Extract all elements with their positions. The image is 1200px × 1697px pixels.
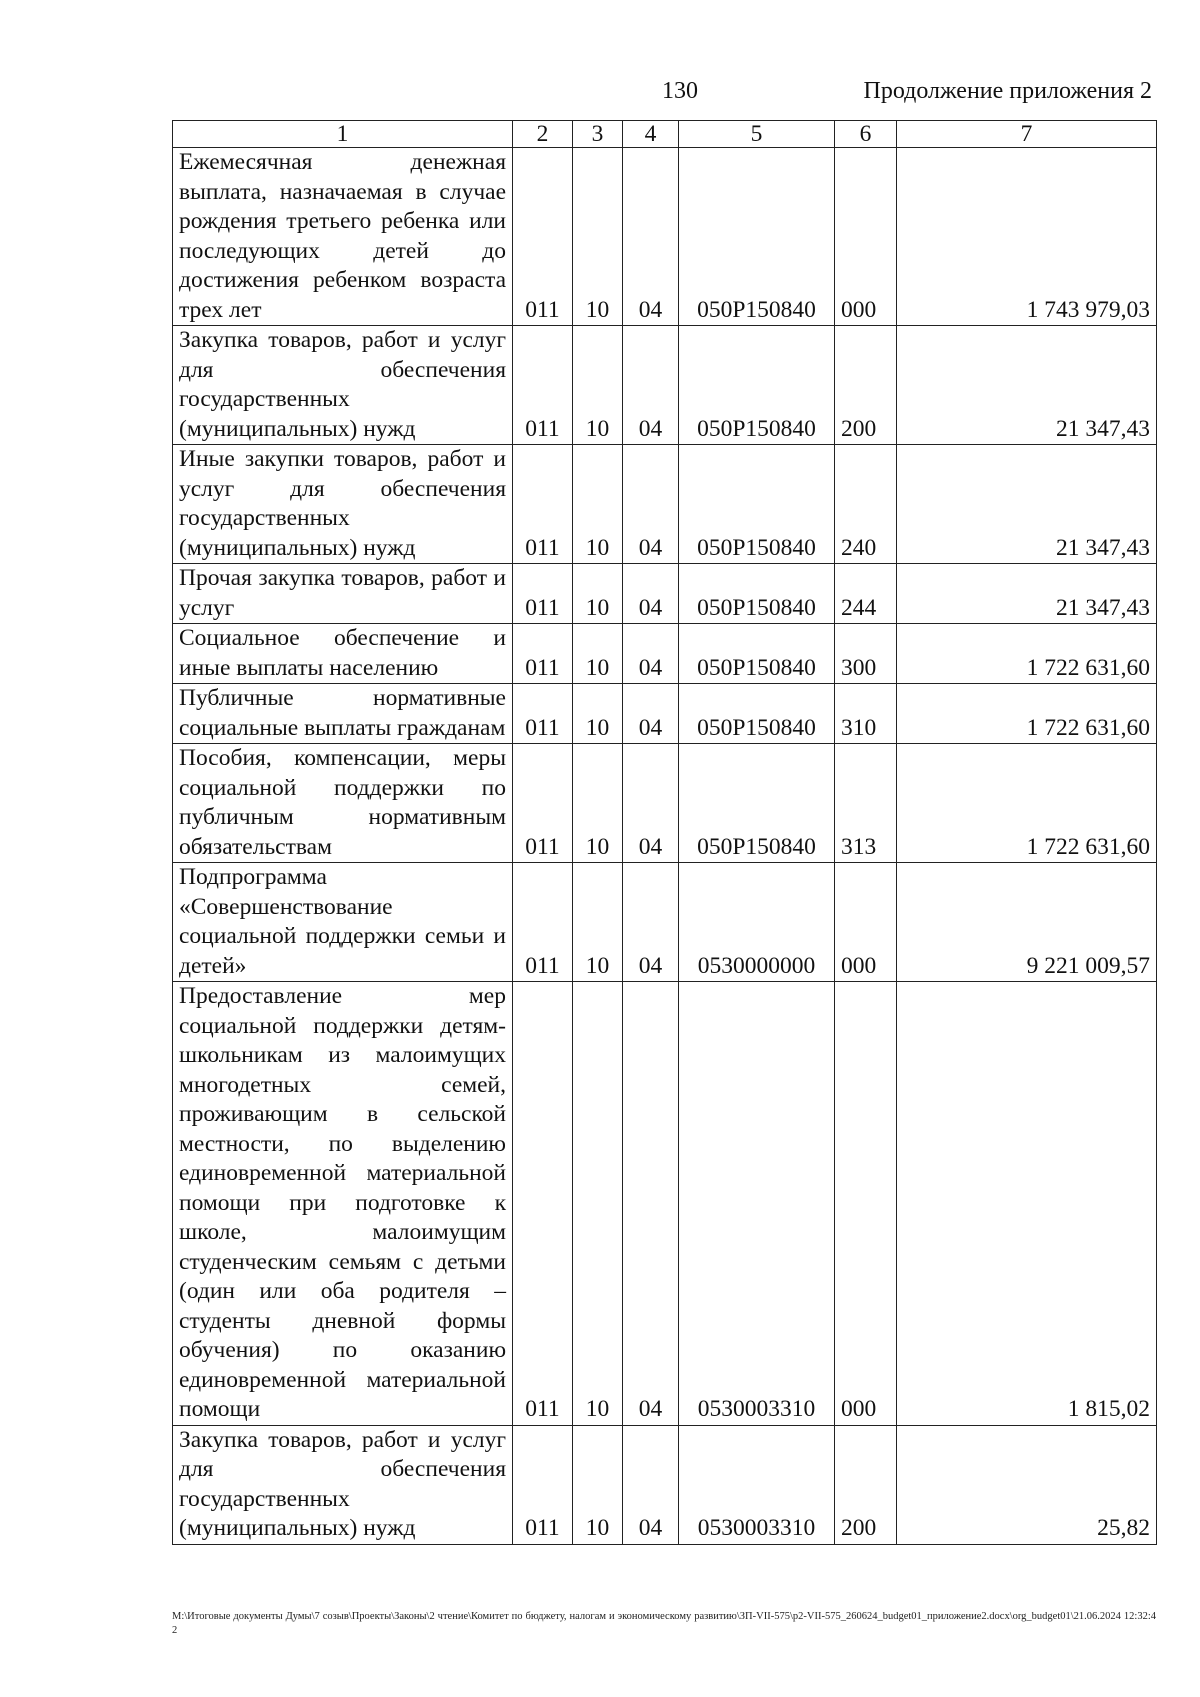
row-code-target: 050P150840 bbox=[679, 148, 835, 326]
continuation-label: Продолжение приложения 2 bbox=[863, 78, 1152, 104]
table-row bbox=[173, 1425, 1157, 1544]
row-code-ministry: 011 bbox=[513, 1425, 573, 1544]
row-code-section: 10 bbox=[573, 564, 623, 624]
row-code-subsection: 04 bbox=[623, 148, 679, 326]
row-code-subsection: 04 bbox=[623, 564, 679, 624]
column-header: 6 bbox=[835, 121, 897, 148]
row-code-ministry: 011 bbox=[513, 445, 573, 564]
row-amount: 21 347,43 bbox=[897, 564, 1157, 624]
column-header: 4 bbox=[623, 121, 679, 148]
row-code-expense-type: 000 bbox=[835, 148, 897, 326]
row-code-subsection: 04 bbox=[623, 982, 679, 1426]
row-amount: 1 722 631,60 bbox=[897, 684, 1157, 744]
column-header: 1 bbox=[173, 121, 513, 148]
row-code-section: 10 bbox=[573, 684, 623, 744]
row-code-ministry: 011 bbox=[513, 326, 573, 445]
row-amount: 1 722 631,60 bbox=[897, 624, 1157, 684]
table-row bbox=[173, 684, 1157, 744]
page-number: 130 bbox=[662, 78, 698, 104]
column-header: 2 bbox=[513, 121, 573, 148]
row-code-expense-type: 200 bbox=[835, 1425, 897, 1544]
row-description: Прочая закупка товаров, работ и услуг bbox=[173, 564, 513, 624]
row-amount: 9 221 009,57 bbox=[897, 863, 1157, 982]
row-description: Предоставление мер социальной поддержки детям-школьникам из малоимущих многодетных семей, проживающим в сельской местности, по выделению единовременной материальной помощи при подготовке к школе, малоимущим студенческим семьям с детьми (один или оба родителя – студенты дневной формы обучения) по оказанию единовременной материальной помощи bbox=[173, 982, 513, 1426]
row-code-target: 050P150840 bbox=[679, 326, 835, 445]
row-code-expense-type: 000 bbox=[835, 863, 897, 982]
row-code-expense-type: 000 bbox=[835, 982, 897, 1426]
column-header: 3 bbox=[573, 121, 623, 148]
row-code-expense-type: 244 bbox=[835, 564, 897, 624]
table-body bbox=[173, 121, 1157, 1545]
table-row bbox=[173, 564, 1157, 624]
table-row bbox=[173, 326, 1157, 445]
row-code-section: 10 bbox=[573, 744, 623, 863]
budget-table bbox=[172, 120, 1157, 1545]
row-code-target: 0530003310 bbox=[679, 1425, 835, 1544]
row-code-subsection: 04 bbox=[623, 744, 679, 863]
row-description: Ежемесячная денежная выплата, назначаемая в случае рождения третьего ребенка или последующих детей до достижения ребенком возраста трех лет bbox=[173, 148, 513, 326]
table-row bbox=[173, 624, 1157, 684]
row-code-subsection: 04 bbox=[623, 624, 679, 684]
row-description: Закупка товаров, работ и услуг для обеспечения государственных (муниципальных) нужд bbox=[173, 326, 513, 445]
row-code-subsection: 04 bbox=[623, 863, 679, 982]
row-code-subsection: 04 bbox=[623, 1425, 679, 1544]
row-code-section: 10 bbox=[573, 982, 623, 1426]
row-amount: 25,82 bbox=[897, 1425, 1157, 1544]
row-code-section: 10 bbox=[573, 624, 623, 684]
row-code-target: 050P150840 bbox=[679, 684, 835, 744]
row-code-subsection: 04 bbox=[623, 445, 679, 564]
row-code-section: 10 bbox=[573, 326, 623, 445]
row-code-target: 050P150840 bbox=[679, 564, 835, 624]
row-code-section: 10 bbox=[573, 863, 623, 982]
row-code-subsection: 04 bbox=[623, 326, 679, 445]
row-code-target: 0530003310 bbox=[679, 982, 835, 1426]
file-path-footer: M:\Итоговые документы Думы\7 созыв\Проекты\Законы\2 чтение\Комитет по бюджету, налогам и экономическому развитию\ЗП-VII-575\p2-VII-575_260624_budget01_приложение2.docx\org_budget01\21.06.2024 12:32:42 bbox=[172, 1611, 1156, 1636]
table-row bbox=[173, 445, 1157, 564]
row-code-ministry: 011 bbox=[513, 684, 573, 744]
table-row bbox=[173, 982, 1157, 1426]
row-code-target: 050P150840 bbox=[679, 445, 835, 564]
row-code-expense-type: 313 bbox=[835, 744, 897, 863]
row-description: Пособия, компенсации, меры социальной поддержки по публичным нормативным обязательствам bbox=[173, 744, 513, 863]
row-amount: 21 347,43 bbox=[897, 445, 1157, 564]
row-amount: 1 722 631,60 bbox=[897, 744, 1157, 863]
row-amount: 1 815,02 bbox=[897, 982, 1157, 1426]
row-code-ministry: 011 bbox=[513, 148, 573, 326]
row-code-target: 050P150840 bbox=[679, 624, 835, 684]
row-amount: 1 743 979,03 bbox=[897, 148, 1157, 326]
row-code-ministry: 011 bbox=[513, 564, 573, 624]
row-description: Закупка товаров, работ и услуг для обеспечения государственных (муниципальных) нужд bbox=[173, 1425, 513, 1544]
row-code-section: 10 bbox=[573, 148, 623, 326]
row-description: Социальное обеспечение и иные выплаты населению bbox=[173, 624, 513, 684]
column-header: 7 bbox=[897, 121, 1157, 148]
table-row bbox=[173, 148, 1157, 326]
row-code-ministry: 011 bbox=[513, 982, 573, 1426]
row-description: Подпрограмма «Совершенствование социальной поддержки семьи и детей» bbox=[173, 863, 513, 982]
row-code-target: 0530000000 bbox=[679, 863, 835, 982]
row-code-ministry: 011 bbox=[513, 744, 573, 863]
row-description: Публичные нормативные социальные выплаты гражданам bbox=[173, 684, 513, 744]
table-header-row bbox=[173, 121, 1157, 148]
row-code-expense-type: 200 bbox=[835, 326, 897, 445]
row-code-section: 10 bbox=[573, 445, 623, 564]
row-code-expense-type: 240 bbox=[835, 445, 897, 564]
row-code-ministry: 011 bbox=[513, 863, 573, 982]
table-row bbox=[173, 744, 1157, 863]
row-description: Иные закупки товаров, работ и услуг для обеспечения государственных (муниципальных) нужд bbox=[173, 445, 513, 564]
table-row bbox=[173, 863, 1157, 982]
row-code-target: 050P150840 bbox=[679, 744, 835, 863]
row-code-subsection: 04 bbox=[623, 684, 679, 744]
row-code-expense-type: 310 bbox=[835, 684, 897, 744]
row-code-ministry: 011 bbox=[513, 624, 573, 684]
row-code-expense-type: 300 bbox=[835, 624, 897, 684]
row-code-section: 10 bbox=[573, 1425, 623, 1544]
row-amount: 21 347,43 bbox=[897, 326, 1157, 445]
column-header: 5 bbox=[679, 121, 835, 148]
